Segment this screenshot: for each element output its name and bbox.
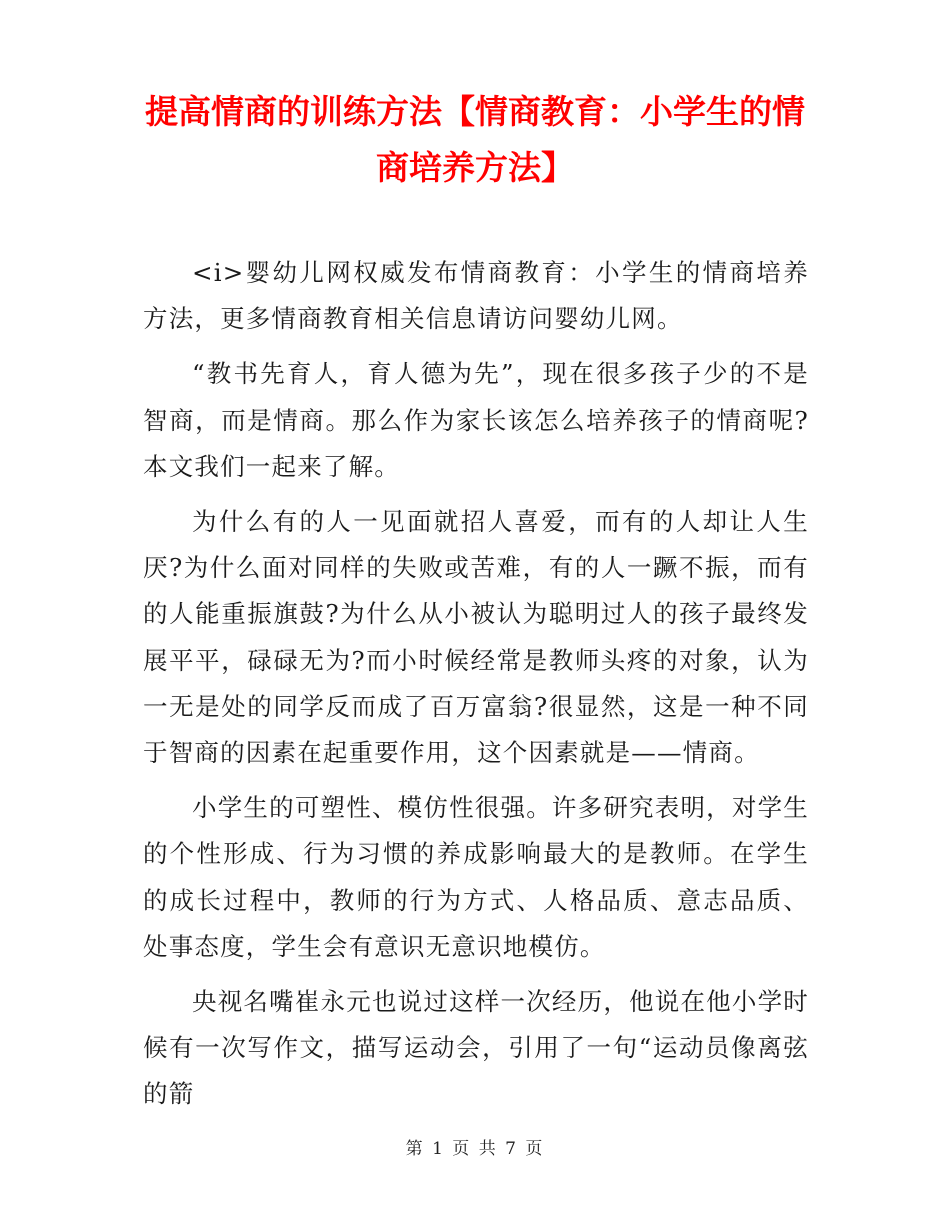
paragraph: 为什么有的人一见面就招人喜爱，而有的人却让人生厌?为什么面对同样的失败或苦难，有的人一蹶不振，而有的人能重振旗鼓?为什么从小被认为聪明过人的孩子最终发展平平，碌碌无为?而小时候经常是教师头疼的对象，认为一无是处的同学反而成了百万富翁?很显然，这是一种不同于智商的因素在起重要作用，这个因素就是——情商。 — [143, 507, 809, 768]
page-footer: 第 1 页 共 7 页 — [405, 1139, 545, 1159]
paragraph: 央视名嘴崔永元也说过这样一次经历，他说在他小学时候有一次写作文，描写运动会，引用了一句“运动员像离弦的箭 — [143, 987, 809, 1109]
paragraph: 小学生的可塑性、模仿性很强。许多研究表明，对学生的个性形成、行为习惯的养成影响最大的是教师。在学生的成长过程中，教师的行为方式、人格品质、意志品质、处事态度，学生会有意识无意识地模仿。 — [143, 793, 809, 961]
document-body — [143, 250, 809, 1127]
document-title: 提高情商的训练方法【情商教育：小学生的情商培养方法】 — [145, 92, 805, 187]
paragraph: “教书先育人，育人德为先”，现在很多孩子少的不是智商，而是情商。那么作为家长该怎么培养孩子的情商呢?本文我们一起来了解。 — [143, 359, 809, 481]
paragraph: <i>婴幼儿网权威发布情商教育：小学生的情商培养方法，更多情商教育相关信息请访问婴幼儿网。 — [143, 258, 809, 334]
